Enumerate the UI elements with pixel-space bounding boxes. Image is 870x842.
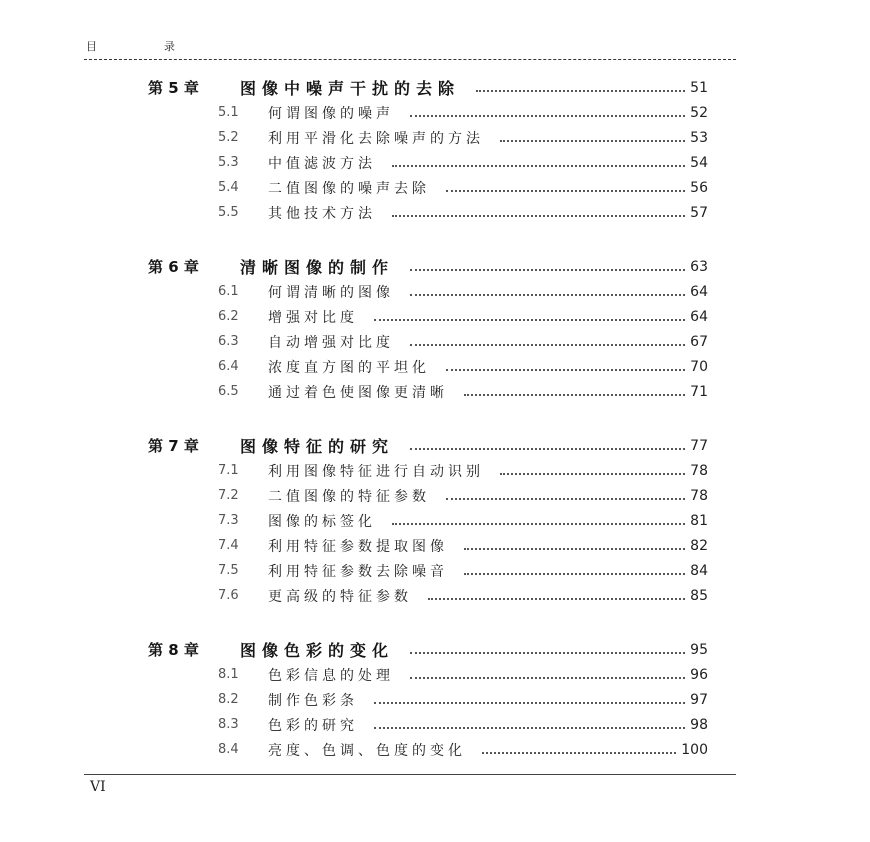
section-entry xyxy=(0,662,708,687)
section-number: 8.4 xyxy=(218,742,239,757)
dot-leader xyxy=(374,319,685,321)
section-title: 浓度直方图的平坦化 xyxy=(268,359,430,376)
chapter-heading xyxy=(0,433,708,458)
chapter-label: 第 7 章 xyxy=(148,437,199,455)
section-entry xyxy=(0,583,708,608)
section-entry xyxy=(0,150,708,175)
section-number: 7.1 xyxy=(218,463,239,478)
dot-leader xyxy=(392,165,685,167)
section-number: 5.5 xyxy=(218,205,239,220)
dot-leader xyxy=(374,727,685,729)
section-title: 亮度、色调、色度的变化 xyxy=(268,742,466,759)
chapter-8 xyxy=(0,637,870,762)
dot-leader xyxy=(410,448,685,450)
section-entry xyxy=(0,558,708,583)
section-number: 5.1 xyxy=(218,105,239,120)
section-title: 利用特征参数去除噪音 xyxy=(268,563,448,580)
page-number: 78 xyxy=(690,487,708,504)
header-rule xyxy=(84,59,736,60)
dot-leader xyxy=(410,115,685,117)
section-entry xyxy=(0,279,708,304)
dot-leader xyxy=(392,523,685,525)
page-number: 53 xyxy=(690,129,708,146)
chapter-label: 第 5 章 xyxy=(148,79,199,97)
page-number: 71 xyxy=(690,383,708,400)
dot-leader xyxy=(428,598,685,600)
section-entry xyxy=(0,354,708,379)
section-number: 5.3 xyxy=(218,155,239,170)
dot-leader xyxy=(374,702,685,704)
section-title: 制作色彩条 xyxy=(268,692,358,709)
section-entry xyxy=(0,533,708,558)
dot-leader xyxy=(410,294,685,296)
section-title: 色彩信息的处理 xyxy=(268,667,394,684)
page-number: 57 xyxy=(690,204,708,221)
section-entry xyxy=(0,712,708,737)
section-number: 7.5 xyxy=(218,563,239,578)
section-number: 6.3 xyxy=(218,334,239,349)
section-number: 6.1 xyxy=(218,284,239,299)
running-header: 目 录 xyxy=(86,40,203,53)
section-title: 何谓图像的噪声 xyxy=(268,105,394,122)
section-title: 二值图像的噪声去除 xyxy=(268,180,430,197)
section-entry xyxy=(0,125,708,150)
section-entry xyxy=(0,458,708,483)
dot-leader xyxy=(446,498,685,500)
section-title: 其他技术方法 xyxy=(268,205,376,222)
chapter-title: 清晰图像的制作 xyxy=(240,258,395,277)
section-number: 6.4 xyxy=(218,359,239,374)
folio-page-number: VI xyxy=(90,779,106,795)
dot-leader xyxy=(476,90,685,92)
page-number: 97 xyxy=(690,691,708,708)
dot-leader xyxy=(392,215,685,217)
section-entry xyxy=(0,737,708,762)
chapter-title: 图像特征的研究 xyxy=(240,437,395,456)
chapter-label: 第 8 章 xyxy=(148,641,199,659)
page-number: 96 xyxy=(690,666,708,683)
section-entry xyxy=(0,100,708,125)
chapter-7 xyxy=(0,433,870,608)
page-number: 64 xyxy=(690,308,708,325)
section-number: 5.2 xyxy=(218,130,239,145)
chapter-title: 图像中噪声干扰的去除 xyxy=(240,79,461,98)
section-entry xyxy=(0,304,708,329)
section-number: 7.3 xyxy=(218,513,239,528)
section-entry xyxy=(0,508,708,533)
dot-leader xyxy=(410,344,685,346)
chapter-title: 图像色彩的变化 xyxy=(240,641,395,660)
section-title: 图像的标签化 xyxy=(268,513,376,530)
section-entry xyxy=(0,329,708,354)
section-entry xyxy=(0,175,708,200)
page-number: 64 xyxy=(690,283,708,300)
section-entry xyxy=(0,483,708,508)
chapter-heading xyxy=(0,75,708,100)
section-title: 中值滤波方法 xyxy=(268,155,376,172)
section-entry xyxy=(0,200,708,225)
section-number: 8.2 xyxy=(218,692,239,707)
section-entry xyxy=(0,379,708,404)
page-number: 77 xyxy=(690,437,708,454)
section-number: 6.5 xyxy=(218,384,239,399)
dot-leader xyxy=(500,473,685,475)
page-number: 95 xyxy=(690,641,708,658)
section-title: 利用特征参数提取图像 xyxy=(268,538,448,555)
section-title: 利用图像特征进行自动识别 xyxy=(268,463,484,480)
dot-leader xyxy=(464,573,685,575)
section-entry xyxy=(0,687,708,712)
section-title: 自动增强对比度 xyxy=(268,334,394,351)
page-number: 67 xyxy=(690,333,708,350)
chapter-heading xyxy=(0,637,708,662)
dot-leader xyxy=(410,652,685,654)
section-number: 7.2 xyxy=(218,488,239,503)
dot-leader xyxy=(410,677,685,679)
section-title: 更高级的特征参数 xyxy=(268,588,412,605)
chapter-label: 第 6 章 xyxy=(148,258,199,276)
page-number: 82 xyxy=(690,537,708,554)
page-number: 81 xyxy=(690,512,708,529)
section-title: 二值图像的特征参数 xyxy=(268,488,430,505)
dot-leader xyxy=(500,140,685,142)
section-number: 6.2 xyxy=(218,309,239,324)
page-number: 70 xyxy=(690,358,708,375)
dot-leader xyxy=(464,394,685,396)
page-number: 56 xyxy=(690,179,708,196)
page-number: 84 xyxy=(690,562,708,579)
chapter-6 xyxy=(0,254,870,404)
chapter-heading xyxy=(0,254,708,279)
section-number: 7.6 xyxy=(218,588,239,603)
section-number: 7.4 xyxy=(218,538,239,553)
page-number: 63 xyxy=(690,258,708,275)
page-number: 54 xyxy=(690,154,708,171)
page-number: 51 xyxy=(690,79,708,96)
dot-leader xyxy=(464,548,685,550)
page-number: 98 xyxy=(690,716,708,733)
page-number: 78 xyxy=(690,462,708,479)
chapter-5 xyxy=(0,75,870,225)
section-number: 5.4 xyxy=(218,180,239,195)
section-title: 增强对比度 xyxy=(268,309,358,326)
section-number: 8.1 xyxy=(218,667,239,682)
page-number: 100 xyxy=(681,741,708,758)
dot-leader xyxy=(482,752,676,754)
dot-leader xyxy=(446,369,685,371)
page-number: 85 xyxy=(690,587,708,604)
dot-leader xyxy=(410,269,685,271)
table-of-contents xyxy=(0,75,870,791)
section-title: 何谓清晰的图像 xyxy=(268,284,394,301)
section-title: 利用平滑化去除噪声的方法 xyxy=(268,130,484,147)
section-number: 8.3 xyxy=(218,717,239,732)
dot-leader xyxy=(446,190,685,192)
page-number: 52 xyxy=(690,104,708,121)
section-title: 通过着色使图像更清晰 xyxy=(268,384,448,401)
section-title: 色彩的研究 xyxy=(268,717,358,734)
footer-rule xyxy=(84,774,736,775)
